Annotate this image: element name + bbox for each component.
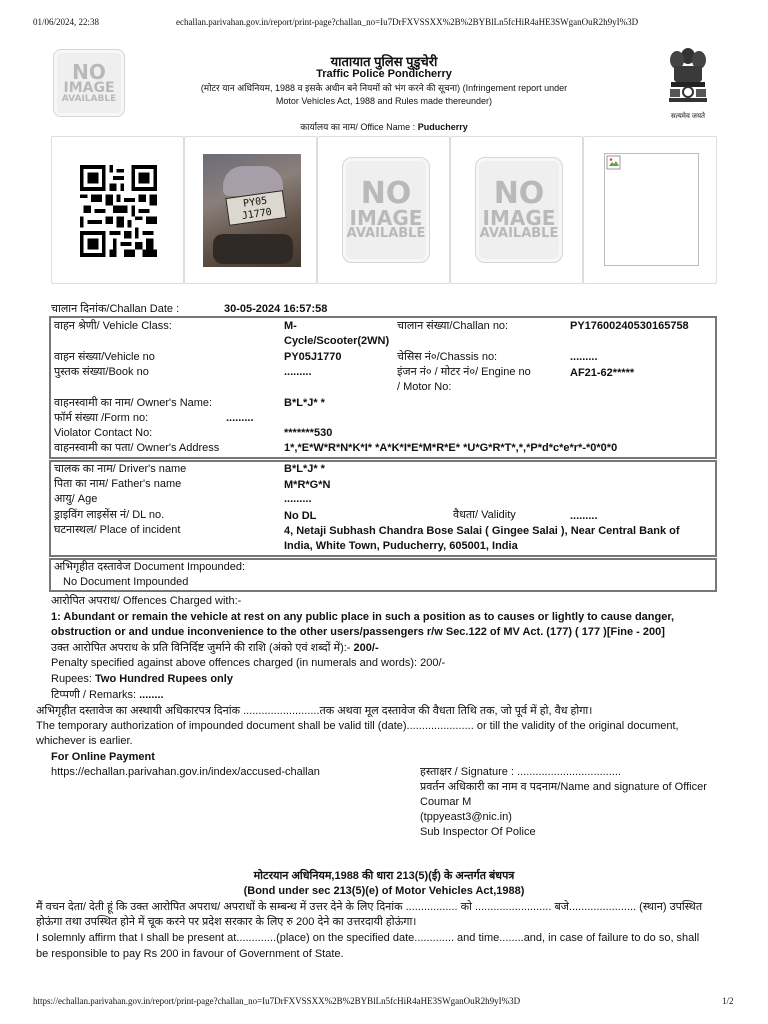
bond-hindi-text: मैं वचन देता/ देती हूं कि उक्त आरोपित अपराध/ अपराधों के सम्बन्ध में उत्तर देने के लिए दिनांक ................. को ......................... बजे...................... (स्थान) उपस्थित होऊंगा तथा उपस्थित होने में चूक करने पर प्रदेश सरकार के लिए रु 200 देने का उत्तरदायी होऊंगा। — [36, 901, 703, 928]
validity-label: वैधता/ Validity — [453, 509, 516, 521]
vehicle-no-label: वाहन संख्या/Vehicle no — [54, 351, 155, 363]
penalty-english: Penalty specified against above offences charged (in numerals and words): 200/- — [51, 657, 446, 669]
no-image-placeholder: NO IMAGE AVAILABLE — [475, 157, 563, 263]
online-payment-heading: For Online Payment — [51, 751, 155, 763]
contact-value: *******530 — [284, 427, 333, 439]
driver-name-value: B*L*J* * — [284, 463, 325, 475]
online-payment-link[interactable]: https://echallan.parivahan.gov.in/index/accused-challan — [51, 766, 320, 778]
bond-english-text: I solemnly affirm that I shall be present at.............(place) on the specified date............. and time........and, in case of failure to do so, shall be responsible to pay Rs 200 in favour of Government of State. — [36, 932, 700, 960]
vehicle-no-value: PY05J1770 — [284, 351, 342, 363]
department-logo: NO IMAGE AVAILABLE — [53, 49, 125, 117]
office-name: कार्यालय का नाम/ Office Name : Puducherry — [300, 122, 468, 132]
owner-name-label: वाहनस्वामी का नाम/ Owner's Name: — [54, 397, 213, 409]
bond-heading-hindi: मोटरयान अधिनियम,1988 की धारा 213(5)(ई) के अन्तर्गत बंधपत्र — [253, 870, 515, 882]
owner-name-value: B*L*J* * — [284, 397, 325, 409]
driver-name-label: चालक का नाम/ Driver's name — [54, 463, 187, 475]
broken-image — [604, 153, 699, 266]
challan-no-label: चालान संख्या/Challan no: — [397, 320, 509, 332]
father-name-value: M*R*G*N — [284, 479, 331, 491]
form-no-value: ......... — [226, 412, 254, 424]
validity-value: ......... — [570, 510, 598, 522]
noimage-cell-1 — [317, 136, 450, 284]
place-label: घटनास्थल/ Place of incident — [54, 524, 181, 536]
emblem-caption: सत्यमेव जयते — [670, 113, 706, 120]
number-plate: PY05 J1770 — [225, 190, 286, 226]
challan-date-label: चालान दिनांक/Challan Date : — [51, 303, 180, 315]
impound-value: No Document Impounded — [63, 576, 189, 588]
place-value: 4, Netaji Subhash Chandra Bose Salai ( Gingee Salai ), Near Central Bank of India, White Town, Puducherry, 605001, India — [284, 525, 680, 552]
title-hindi: यातायात पुलिस पुडुचेरी — [330, 54, 438, 69]
temp-auth-hindi: अभिगृहीत दस्तावेज का अस्थायी अधिकारपत्र दिनांक .........................तक अथवा मूल दस्तावेज की वैधता तिथि तक, जो पूर्व में हो, वैध होगा। — [36, 705, 593, 717]
engine-label: इंजन नं० / मोटर नं०/ Engine no / Motor No: — [397, 366, 531, 393]
subtitle: (मोटर यान अधिनियम, 1988 व इसके अधीन बने नियमों को भंग करने की सूचना) (Infringement report under Motor Vehicles Act, 1988 and Rules made thereunder) — [200, 83, 568, 106]
age-value: ......... — [284, 493, 312, 505]
remarks-line: टिप्पणी / Remarks: ........ — [51, 689, 164, 701]
print-url: echallan.parivahan.gov.in/report/print-page?challan_no=Iu7DrFXVSSXX%2B%2BYBlLn5fcHiR4aHE3SWganOuR2h9yI%3D — [176, 17, 639, 27]
challan-no-value: PY17600240530165758 — [570, 320, 689, 332]
officer-label: प्रवर्तन अधिकारी का नाम व पदनाम/Name and signature of Officer — [420, 781, 707, 793]
signature-line: हस्ताक्षर / Signature : .................................. — [420, 766, 621, 778]
officer-email: (tppyeast3@nic.in) — [420, 811, 512, 823]
age-label: आयु/ Age — [54, 493, 98, 505]
vehicle-class-value: M- Cycle/Scooter(2WN) — [284, 320, 390, 347]
qr-code-cell — [51, 136, 184, 284]
dl-value: No DL — [284, 510, 317, 522]
father-name-label: पिता का नाम/ Father's name — [54, 478, 182, 490]
broken-image-icon — [606, 155, 622, 171]
book-no-value: ......... — [284, 366, 312, 378]
title-english: Traffic Police Pondicherry — [316, 68, 452, 80]
qr-code-icon — [80, 165, 157, 257]
officer-name: Coumar M — [420, 796, 472, 808]
chassis-value: ......... — [570, 351, 598, 363]
page-number: 1/2 — [722, 996, 734, 1006]
noimage-cell-2 — [450, 136, 583, 284]
chassis-label: चेसिस नं०/Chassis no: — [397, 351, 498, 363]
vehicle-class-label: वाहन श्रेणी/ Vehicle Class: — [54, 320, 172, 332]
no-image-placeholder: NO IMAGE AVAILABLE — [342, 157, 430, 263]
bond-heading-english: (Bond under sec 213(5)(e) of Motor Vehicles Act,1988) — [243, 885, 525, 897]
dl-label: ड्राइविंग लाइसेंस नं/ DL no. — [54, 509, 165, 521]
address-label: वाहनस्वामी का पता/ Owner's Address — [54, 442, 220, 454]
officer-rank: Sub Inspector Of Police — [420, 826, 536, 838]
impound-label: अभिगृहीत दस्तावेज Document Impounded: — [54, 561, 246, 573]
offences-heading: आरोपित अपराध/ Offences Charged with:- — [51, 595, 242, 607]
broken-image-cell — [583, 136, 717, 284]
vehicle-photo-cell — [184, 136, 317, 284]
offence-item: 1: Abundant or remain the vehicle at rest on any public place in such a position as to causes or lightly to cause danger, obstruction or and undue inconvenience to the other users/passengers r/w Sec.122 of MV Act. (177) ( 177 )[Fine - 200] — [51, 611, 675, 638]
vehicle-photo — [203, 154, 301, 267]
challan-date-value: 30-05-2024 16:57:58 — [224, 303, 328, 315]
book-no-label: पुस्तक संख्या/Book no — [54, 366, 149, 378]
rupees-line: Rupees: Two Hundred Rupees only — [51, 673, 233, 685]
temp-auth-english: The temporary authorization of impounded document shall be valid till (date)...................... or till the validity of the original document, whichever is earlier. — [36, 720, 679, 747]
contact-label: Violator Contact No: — [54, 427, 153, 439]
print-footer-url: https://echallan.parivahan.gov.in/report/print-page?challan_no=Iu7DrFXVSSXX%2B%2BYBlLn5fcHiR4aHE3SWganOuR2h9yI%3D — [33, 996, 521, 1006]
penalty-hindi: उक्त आरोपित अपराध के प्रति विनिर्दिष्ट जुर्माने की राशि (अंको एवं शब्दों में):- 200/- — [51, 642, 379, 654]
print-datetime: 01/06/2024, 22:38 — [33, 17, 100, 27]
address-value: 1*,*E*W*R*N*K*I* *A*K*I*E*M*R*E* *U*G*R*T*,*,*P*d*c*e*r*-*0*0*0 — [284, 442, 618, 454]
form-no-label: फॉर्म संख्या /Form no: — [54, 412, 149, 424]
engine-value: AF21-62***** — [570, 367, 635, 379]
